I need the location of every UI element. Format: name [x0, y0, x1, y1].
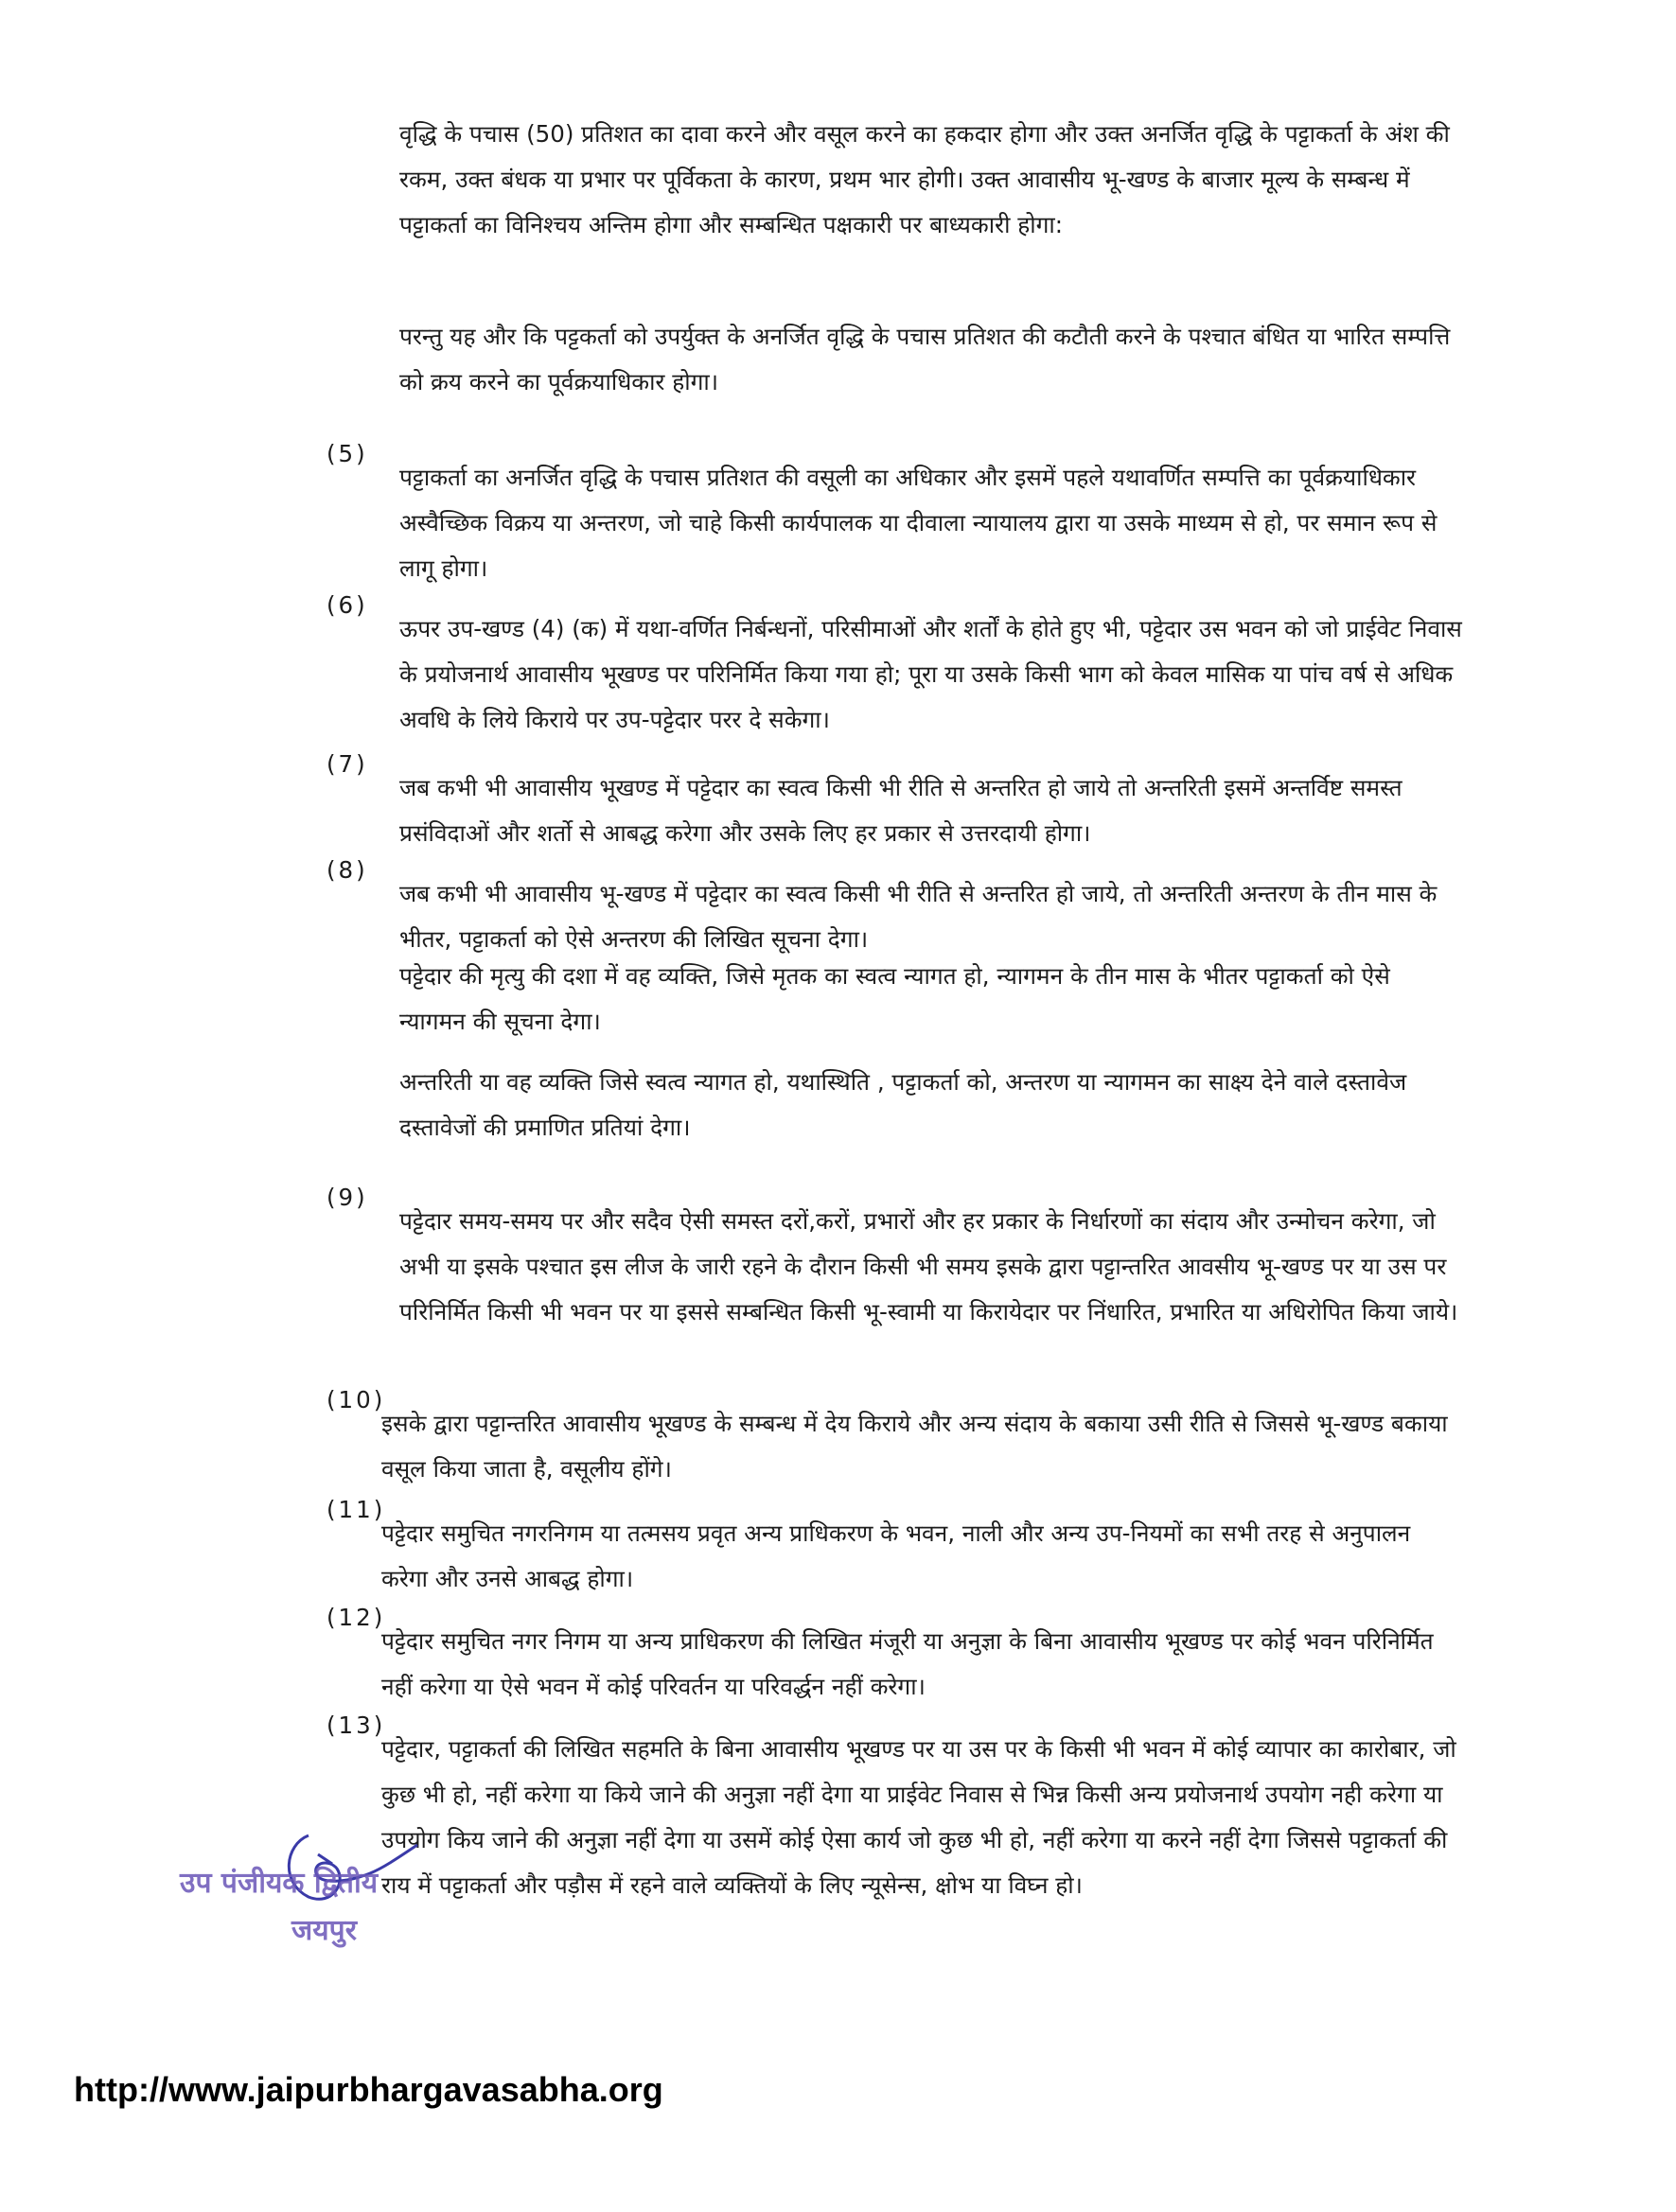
- clause-8-paragraph-2: पट्टेदार की मृत्यु की दशा में वह व्यक्ति, जिसे मृतक का स्वत्व न्यागत हो, न्यागमन के तीन मास के भीतर पट्टाकर्ता को ऐसे न्यागमन की सूचना देगा।: [399, 962, 1390, 1035]
- intro-paragraph-2: परन्तु यह और कि पट्टकर्ता को उपर्युक्त के अनर्जित वृद्धि के पचास प्रतिशत की कटौती करने के पश्चात बंधित या भारित सम्पत्ति को क्रय करने का पूर्वक्रयाधिकार होगा।: [399, 323, 1451, 395]
- clause-text: जब कभी भी आवासीय भू-खण्ड में पट्टेदार का स्वत्व किसी भी रीति से अन्तरित हो जाये, तो अन्तरिती अन्तरण के तीन मास के भीतर, पट्टाकर्ता को ऐसे अन्तरण की लिखित सूचना देगा।: [399, 879, 1438, 953]
- stamp-line-1: उप पंजीयक द्वितीय: [180, 1867, 379, 1900]
- clause-text: पट्टेदार, पट्टाकर्ता की लिखित सहमति के बिना आवासीय भूखण्ड पर या उस पर के किसी भी भवन में कोई व्यापार का कारोबार, जो कुछ भी हो, नहीं करेगा या किये जाने की अनुज्ञा नहीं देगा या प्राईवेट निवास से भिन्न किसी अन्य प्रयोजनार्थ उपयोग नही करेगा या उपयोग किय जाने की अनुज्ञा नहीं देगा या उसमें कोई ऐसा कार्य जो कुछ भी हो, नहीं करेगा या करने नहीं देगा जिससे पट्टाकर्ता की राय में पट्टाकर्ता और पड़ौस में रहने वाले व्यक्तियों के लिए न्यूसेन्स, क्षोभ या विघ्न हो।: [381, 1734, 1456, 1899]
- footer-website-link[interactable]: http://www.jaipurbhargavasabha.org: [74, 2070, 663, 2109]
- clause-8-paragraph-3: अन्तरिती या वह व्यक्ति जिसे स्वत्व न्यागत हो, यथास्थिति , पट्टाकर्ता को, अन्तरण या न्यागमन का साक्ष्य देने वाले दस्तावेज दस्तावेजों की प्रमाणित प्रतियां देगा।: [399, 1068, 1407, 1141]
- intro-paragraph-1: वृद्धि के पचास (50) प्रतिशत का दावा करने और वसूल करने का हकदार होगा और उक्त अनर्जित वृद्धि के पट्टाकर्ता के अंश की रकम, उक्त बंधक या प्रभार पर पूर्विकता के कारण, प्रथम भार होगी। उक्त आवासीय भू-खण्ड के बाजार मूल्य के सम्बन्ध में पट्टाकर्ता का विनिश्चय अन्तिम होगा और सम्बन्धित पक्षकारी पर बाध्यकारी होगा:: [399, 120, 1450, 238]
- clause-number: (10): [326, 1386, 386, 1413]
- clause-text: पट्टाकर्ता का अनर्जित वृद्धि के पचास प्रतिशत की वसूली का अधिकार और इसमें पहले यथावर्णित सम्पत्ति का पूर्वक्रयाधिकार अस्वैच्छिक विक्रय या अन्तरण, जो चाहे किसी कार्यपालक या दीवाला न्यायालय द्वारा या उसके माध्यम से हो, पर समान रूप से लागू होगा।: [399, 463, 1438, 582]
- clause-number: (7): [326, 750, 368, 778]
- registrar-stamp: [180, 1852, 397, 1966]
- clause-text: पट्टेदार समय-समय पर और सदैव ऐसी समस्त दरों,करों, प्रभारों और हर प्रकार के निर्धारणों का संदाय और उन्मोचन करेगा, जो अभी या इसके पश्चात इस लीज के जारी रहने के दौरान किसी भी समय इसके द्वारा पट्टान्तरित आवसीय भू-खण्ड पर या उस पर परिनिर्मित किसी भी भवन पर या इससे सम्बन्धित किसी भू-स्वामी या किरायेदार पर निंधारित, प्रभारित या अधिरोपित किया जाये।: [399, 1206, 1458, 1325]
- clause-number: (12): [326, 1604, 386, 1631]
- clause-text: पट्टेदार समुचित नगरनिगम या तत्मसय प्रवृत अन्य प्राधिकरण के भवन, नाली और अन्य उप-नियमों का सभी तरह से अनुपालन करेगा और उनसे आबद्ध होगा।: [381, 1519, 1411, 1592]
- clause-number: (11): [326, 1496, 386, 1523]
- clause-text: जब कभी भी आवासीय भूखण्ड में पट्टेदार का स्वत्व किसी भी रीति से अन्तरित हो जाये तो अन्तरिती इसमें अन्तर्विष्ट समस्त प्रसंविदाओं और शर्तो से आबद्ध करेगा और उसके लिए हर प्रकार से उत्तरदायी होगा।: [399, 773, 1403, 847]
- clause-number: (13): [326, 1712, 386, 1739]
- stamp-line-2: जयपुर: [291, 1914, 357, 1947]
- clause-text: इसके द्वारा पट्टान्तरित आवासीय भूखण्ड के सम्बन्ध में देय किराये और अन्य संदाय के बकाया उसी रीति से जिससे भू-खण्ड बकाया वसूल किया जाता है, वसूलीय होंगे।: [381, 1409, 1448, 1483]
- clause-13: [326, 1703, 1462, 1931]
- clause-text: पट्टेदार समुचित नगर निगम या अन्य प्राधिकरण की लिखित मंजूरी या अनुज्ञा के बिना आवासीय भूखण्ड पर कोई भवन परिनिर्मित नहीं करेगा या ऐसे भवन में कोई परिवर्तन या परिवर्द्धन नहीं करेगा।: [381, 1626, 1434, 1700]
- clause-9: [326, 1175, 1462, 1358]
- clause-6: [326, 583, 1462, 765]
- clause-number: (5): [326, 440, 368, 467]
- clause-number: (8): [326, 856, 368, 884]
- clause-text: ऊपर उप-खण्ड (4) (क) में यथा-वर्णित निर्बन्धनों, परिसीमाओं और शर्तों के होते हुए भी, पट्टेदार उस भवन को जो प्राईवेट निवास के प्रयोजनार्थ आवासीय भूखण्ड पर परिनिर्मित किया गया हो; पूरा या उसके किसी भाग को केवल मासिक या पांच वर्ष से अधिक अवधि के लिये किराये पर उप-पट्टेदार परर दे सकेगा।: [399, 614, 1462, 733]
- clause-number: (9): [326, 1184, 368, 1211]
- clause-number: (6): [326, 591, 368, 619]
